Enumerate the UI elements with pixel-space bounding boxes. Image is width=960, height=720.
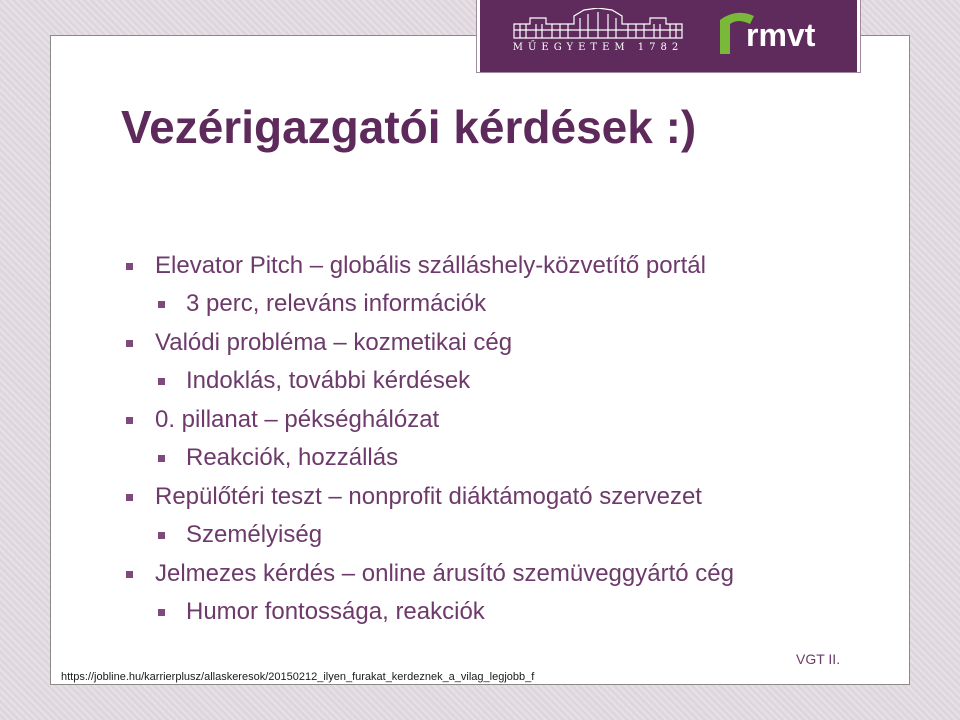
bullet-text: Repülőtéri teszt – nonprofit diáktámogató szervezet xyxy=(155,483,702,510)
square-bullet-icon xyxy=(158,532,165,539)
rmvt-logo xyxy=(716,6,846,62)
square-bullet-icon xyxy=(158,609,165,616)
sub-bullet-item xyxy=(186,443,398,473)
slide-footer-tag: VGT II. xyxy=(796,651,841,667)
bullet-item xyxy=(155,251,706,281)
bullet-text: Jelmezes kérdés – online árusító szemüveggyártó cég xyxy=(155,560,734,587)
bullet-text: Személyiség xyxy=(186,521,323,548)
bullet-text: Reakciók, hozzállás xyxy=(186,444,399,471)
square-bullet-icon xyxy=(126,263,133,270)
square-bullet-icon xyxy=(158,455,165,462)
square-bullet-icon xyxy=(126,571,133,578)
sub-bullet-item xyxy=(186,289,486,319)
university-logo-text: MŰEGYETEM 1782 xyxy=(512,42,684,53)
square-bullet-icon xyxy=(126,417,133,424)
bullet-item xyxy=(155,328,512,358)
source-url[interactable]: https://jobline.hu/karrierplusz/allaskeresok/20150212_ilyen_furakat_kerdeznek_a_vilag_legjobb_f xyxy=(61,671,535,683)
bullet-text: 0. pillanat – pékséghálózat xyxy=(155,406,440,433)
bullet-text: Indoklás, további kérdések xyxy=(186,367,471,394)
university-building-logo xyxy=(510,8,686,64)
square-bullet-icon xyxy=(158,378,165,385)
bullet-text: Valódi probléma – kozmetikai cég xyxy=(155,329,513,356)
bullet-text: 3 perc, releváns információk xyxy=(186,290,487,317)
sub-bullet-item xyxy=(186,520,322,550)
bullet-item xyxy=(155,405,439,435)
square-bullet-icon xyxy=(126,340,133,347)
square-bullet-icon xyxy=(126,494,133,501)
sub-bullet-item xyxy=(186,366,470,396)
bullet-item xyxy=(155,482,702,512)
rmvt-logo-text: rmvt xyxy=(746,17,816,53)
bullet-text: Humor fontossága, reakciók xyxy=(186,598,485,625)
bullet-item xyxy=(155,559,734,589)
square-bullet-icon xyxy=(158,301,165,308)
slide-title: Vezérigazgatói kérdések :) xyxy=(121,101,697,153)
sub-bullet-item xyxy=(186,597,485,627)
bullet-text: Elevator Pitch – globális szálláshely-közvetítő portál xyxy=(155,252,706,279)
